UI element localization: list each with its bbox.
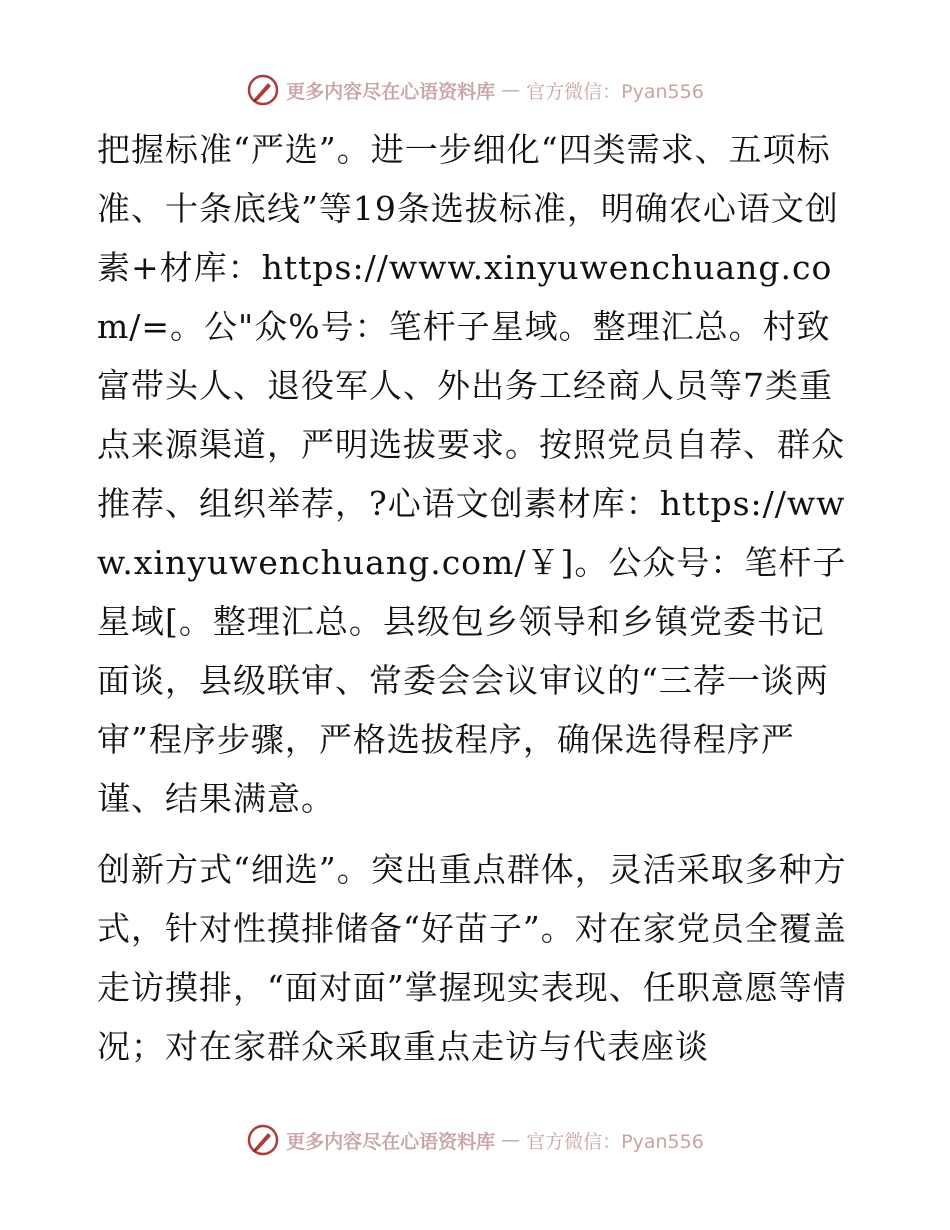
paragraph-1: 把握标准“严选”。进一步细化“四类需求、五项标准、十条底线”等19条选拔标准，明确农心语文创素+材库：https://www.xinyuwenchuang.com/=。公"众%号：笔杆子星域。整理汇总。村致富带头人、退役军人、外出务工经商人员等7类重点来源渠道，严明选拔要求。按照党员自荐、群众推荐、组织举荐，?心语文创素材库：https://www.xinyuwenchuang.com/￥]。公众号：笔杆子星域[。整理汇总。县级包乡领导和乡镇党委书记面谈，县级联审、常委会会议审议的“三荐一谈两审”程序步骤，严格选拔程序，确保选得程序严谨、结果满意。: [97, 130, 847, 818]
document-body: [97, 120, 853, 1076]
banner-wechat: 官方微信：Pyan556: [526, 80, 704, 103]
pen-logo-icon: [246, 73, 280, 107]
banner-separator: —: [501, 1129, 521, 1151]
banner-title: 更多内容尽在心语资料库: [286, 80, 496, 103]
pen-logo-icon: [246, 1123, 280, 1157]
banner-title: 更多内容尽在心语资料库: [286, 1130, 496, 1153]
banner-separator: —: [501, 79, 521, 101]
paragraph-2: 创新方式“细选”。突出重点群体，灵活采取多种方式，针对性摸排储备“好苗子”。对在家党员全覆盖走访摸排，“面对面”掌握现实表现、任职意愿等情况；对在家群众采取重点走访与代表座谈: [97, 850, 847, 1066]
footer-banner: [0, 1120, 950, 1160]
banner-wechat: 官方微信：Pyan556: [526, 1130, 704, 1153]
header-banner: [0, 70, 950, 110]
